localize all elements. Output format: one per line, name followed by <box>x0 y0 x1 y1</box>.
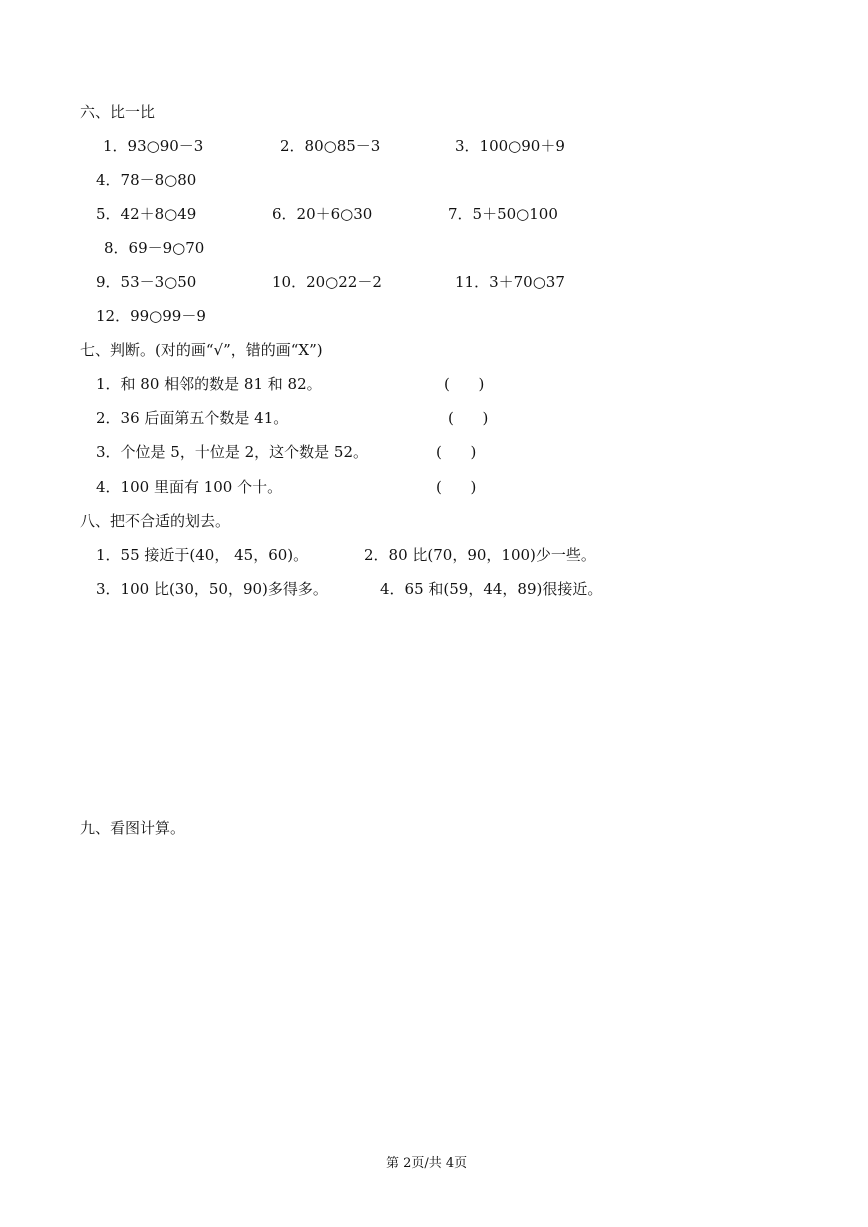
compare-item-2: 2．80○85－3 <box>280 137 381 155</box>
compare-item-11: 11．3＋70○37 <box>455 273 565 291</box>
section-8-title: 八、把不合适的划去。 <box>80 512 231 530</box>
compare-item-1: 1．93○90－3 <box>103 137 204 155</box>
compare-item-12: 12．99○99－9 <box>96 307 206 325</box>
section-6-title: 六、比一比 <box>80 103 156 121</box>
compare-item-9: 9．53－3○50 <box>96 273 197 291</box>
judge-item-4: 4．100 里面有 100 个十。 <box>96 478 283 496</box>
compare-item-3: 3．100○90＋9 <box>455 137 565 155</box>
compare-item-10: 10．20○22－2 <box>272 273 382 291</box>
section-9-title: 九、看图计算。 <box>80 819 186 837</box>
judge-item-2: 2．36 后面第五个数是 41。 <box>96 409 289 427</box>
judge-blank-1[interactable]: ( ) <box>444 375 485 393</box>
judge-item-1: 1．和 80 相邻的数是 81 和 82。 <box>96 375 322 393</box>
cross-item-2: 2．80 比(70，90，100)少一些。 <box>364 546 596 564</box>
judge-blank-4[interactable]: ( ) <box>436 478 477 496</box>
page-footer: 第 2页/共 4页 <box>386 1156 468 1171</box>
section-7-title: 七、判断。(对的画“√”，错的画“X”) <box>80 341 323 359</box>
compare-item-5: 5．42＋8○49 <box>96 205 197 223</box>
cross-item-1: 1．55 接近于(40， 45，60)。 <box>96 546 309 564</box>
cross-item-4: 4．65 和(59，44，89)很接近。 <box>380 580 603 598</box>
judge-blank-2[interactable]: ( ) <box>448 409 489 427</box>
compare-item-4: 4．78－8○80 <box>96 171 197 189</box>
compare-item-7: 7．5＋50○100 <box>448 205 558 223</box>
cross-item-3: 3．100 比(30，50，90)多得多。 <box>96 580 328 598</box>
compare-item-8: 8．69－9○70 <box>104 239 205 257</box>
judge-blank-3[interactable]: ( ) <box>436 443 477 461</box>
compare-item-6: 6．20＋6○30 <box>272 205 373 223</box>
judge-item-3: 3．个位是 5，十位是 2，这个数是 52。 <box>96 443 369 461</box>
